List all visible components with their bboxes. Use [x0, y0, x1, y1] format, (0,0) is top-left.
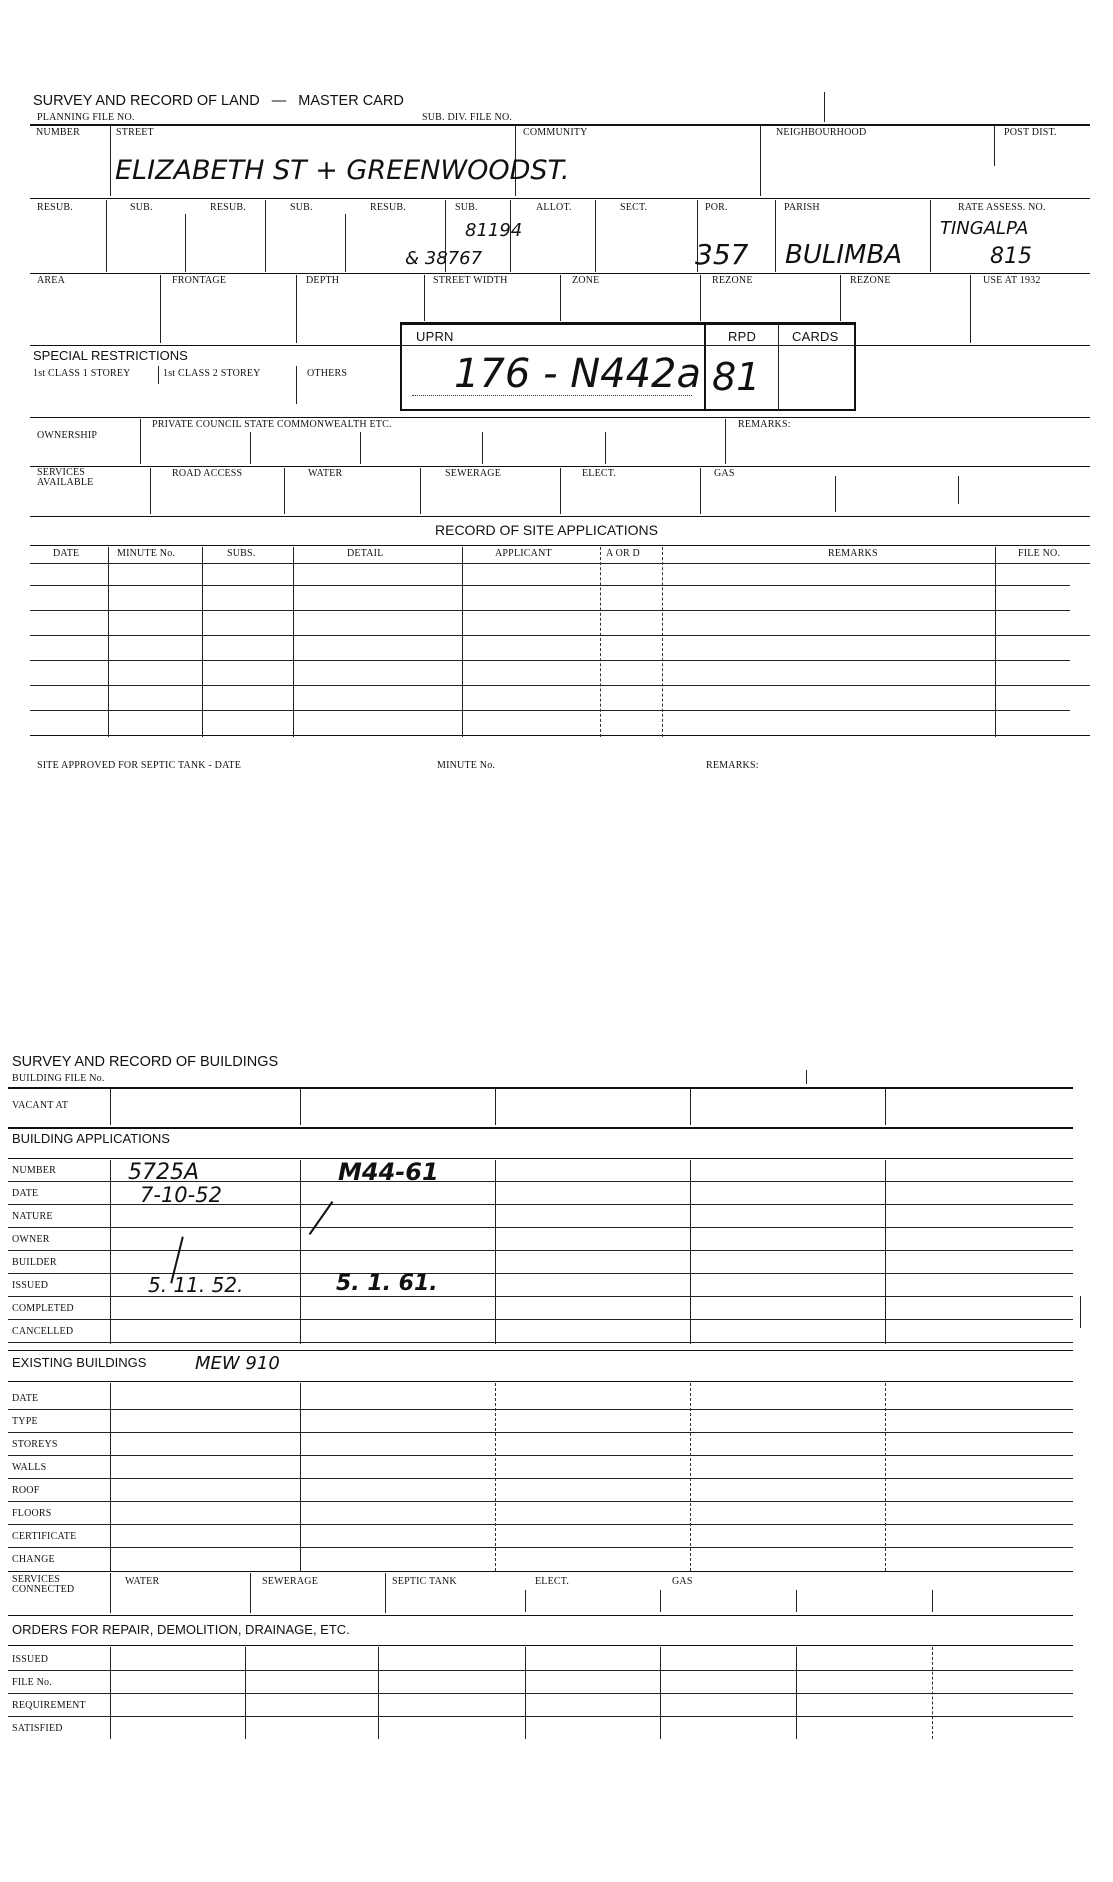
col-div [110, 1160, 111, 1344]
col-div [462, 547, 463, 737]
col-div [994, 126, 995, 166]
sub-label: SUB. [130, 202, 153, 213]
col-div [300, 1383, 301, 1571]
parish-label: PARISH [784, 202, 820, 213]
col-div [140, 419, 141, 464]
table-row-line [8, 1501, 1073, 1502]
col-header: DATE [53, 548, 80, 559]
col-header: MINUTE No. [117, 548, 176, 559]
row-label: CANCELLED [12, 1326, 74, 1337]
building-card-title: SURVEY AND RECORD OF BUILDINGS [12, 1054, 279, 1070]
table-row-line [30, 685, 1090, 686]
depth-label: DEPTH [306, 275, 340, 286]
col-div [660, 1590, 661, 1612]
row-label: BUILDER [12, 1257, 57, 1268]
app2-issued: 5. 1. 61. [336, 1271, 438, 1296]
col-header: SUBS. [227, 548, 256, 559]
col-div [525, 1647, 526, 1739]
row-label: ISSUED [12, 1280, 49, 1291]
cards-label: CARDS [792, 329, 839, 344]
rezone-label: REZONE [712, 275, 753, 286]
site-app-header-line [30, 545, 1090, 546]
col-div [345, 214, 346, 272]
col-div [885, 1160, 886, 1344]
existing-header-line [8, 1381, 1073, 1382]
vacant-top-line [8, 1087, 1073, 1089]
sub-label: SUB. [455, 202, 478, 213]
street-label: STREET [116, 127, 154, 138]
table-row-line [30, 710, 1070, 711]
table-row-line [8, 1670, 1073, 1671]
gas-label: GAS [714, 468, 735, 479]
col-div [110, 1383, 111, 1571]
sub-value-2: & 38767 [405, 248, 483, 269]
col-div [420, 468, 421, 514]
col-div [160, 275, 161, 343]
col-div [424, 275, 425, 321]
row-label: STOREYS [12, 1439, 58, 1450]
sub-label: SUB. [290, 202, 313, 213]
col-div [265, 200, 266, 272]
col-div [158, 366, 159, 384]
col-div [700, 468, 701, 514]
table-row-line [30, 660, 1070, 661]
resub-label: RESUB. [370, 202, 406, 213]
uprn-stamp-box [400, 322, 856, 411]
edge-mark [1080, 1296, 1081, 1328]
stamp-div [704, 325, 706, 409]
title-tick [806, 1070, 807, 1084]
row-label: CHANGE [12, 1554, 55, 1565]
uprn-value: 176 - N442a [454, 351, 701, 397]
post-dist-label: POST DIST. [1004, 127, 1057, 138]
building-applications-label: BUILDING APPLICATIONS [12, 1131, 170, 1146]
col-div [296, 366, 297, 404]
services-top-line [30, 466, 1090, 467]
table-row-line [8, 1524, 1073, 1525]
table-row-line [8, 1716, 1073, 1717]
class2-label: 1st CLASS 2 STOREY [163, 368, 261, 379]
existing-top-line [8, 1350, 1073, 1351]
frontage-label: FRONTAGE [172, 275, 227, 286]
col-div [840, 275, 841, 321]
existing-buildings-note: MEW 910 [195, 1353, 280, 1374]
row2-top-line [30, 198, 1090, 199]
col-div [482, 432, 483, 464]
site-applications-title: RECORD OF SITE APPLICATIONS [435, 522, 659, 538]
table-row-line [8, 1432, 1073, 1433]
col-div [930, 200, 931, 272]
orders-label: ORDERS FOR REPAIR, DEMOLITION, DRAINAGE, ETC. [12, 1622, 350, 1637]
col-header: FILE NO. [1018, 548, 1061, 559]
row-label: ISSUED [12, 1654, 49, 1665]
row3-top-line [30, 273, 1090, 274]
row-label: DATE [12, 1188, 39, 1199]
col-div [700, 275, 701, 321]
table-row-line [8, 1409, 1073, 1410]
rezone-label: REZONE [850, 275, 891, 286]
col-div-dashed [690, 1383, 691, 1571]
app1-number: 5725A [128, 1160, 200, 1185]
col-div [106, 200, 107, 272]
col-div [300, 1160, 301, 1344]
septic-tank-label: SEPTIC TANK [392, 1576, 457, 1587]
services-connected-label: SERVICES CONNECTED [12, 1574, 75, 1595]
col-div [796, 1590, 797, 1612]
row-label: FILE No. [12, 1677, 52, 1688]
col-div-dashed [885, 1383, 886, 1571]
orders-header-line [8, 1645, 1073, 1646]
col-div [108, 547, 109, 737]
col-div-dashed [495, 1383, 496, 1571]
area-label: AREA [37, 275, 66, 286]
col-div-dashed [662, 547, 663, 737]
row1-top-line [30, 124, 1090, 126]
rate-assess-value-1: TINGALPA [940, 218, 1029, 239]
septic-minute-label: MINUTE No. [437, 760, 496, 771]
orders-top-line [8, 1615, 1073, 1616]
col-div [932, 1590, 933, 1612]
app2-ditto-mark [309, 1201, 334, 1235]
col-div [775, 200, 776, 272]
uprn-label: UPRN [416, 329, 454, 344]
water-label: WATER [308, 468, 343, 479]
col-div [284, 468, 285, 514]
class1-label: 1st CLASS 1 STOREY [33, 368, 131, 379]
row-label: NUMBER [12, 1165, 56, 1176]
table-row-line [30, 563, 1090, 564]
col-div [835, 476, 836, 512]
col-div [495, 1089, 496, 1125]
table-row-line [30, 635, 1090, 636]
col-div [385, 1573, 386, 1613]
col-div [110, 1647, 111, 1739]
septic-approved-label: SITE APPROVED FOR SEPTIC TANK - DATE [37, 760, 242, 771]
col-div [525, 1590, 526, 1612]
row-label: WALLS [12, 1462, 47, 1473]
existing-buildings-label: EXISTING BUILDINGS [12, 1355, 147, 1370]
col-header: DETAIL [347, 548, 384, 559]
col-div [250, 432, 251, 464]
col-div [378, 1647, 379, 1739]
sewerage-label: SEWERAGE [262, 1576, 319, 1587]
col-div [760, 126, 761, 196]
resub-label: RESUB. [210, 202, 246, 213]
por-label: POR. [705, 202, 728, 213]
col-div-dashed [932, 1647, 933, 1739]
table-row-line [30, 585, 1070, 586]
col-div [185, 214, 186, 272]
table-row-line [8, 1250, 1073, 1251]
allot-label: ALLOT. [536, 202, 572, 213]
street-value: ELIZABETH ST + GREENWOODST. [115, 155, 570, 186]
stamp-rule [402, 345, 854, 346]
table-row-line [30, 610, 1070, 611]
col-div [360, 432, 361, 464]
col-div [300, 1089, 301, 1125]
table-bottom-line [30, 735, 1090, 736]
restrictions-top-line [30, 345, 400, 346]
col-div [660, 1647, 661, 1739]
row-label: TYPE [12, 1416, 38, 1427]
rate-assess-value-2: 815 [990, 244, 1032, 269]
table-row-line [8, 1478, 1073, 1479]
col-header: REMARKS [828, 548, 878, 559]
col-div [995, 547, 996, 737]
col-div [250, 1573, 251, 1613]
use-at-label: USE AT 1932 [983, 275, 1041, 286]
community-label: COMMUNITY [523, 127, 588, 138]
row-label: CERTIFICATE [12, 1531, 77, 1542]
col-div [110, 126, 111, 196]
col-div [110, 1089, 111, 1125]
ownership-label: OWNERSHIP [37, 430, 98, 441]
col-div [110, 1573, 111, 1613]
col-div [958, 476, 959, 504]
col-header: A OR D [606, 548, 640, 559]
row-label: SATISFIED [12, 1723, 63, 1734]
app2-number: M44-61 [338, 1158, 439, 1186]
col-div [293, 547, 294, 737]
table-row-line [8, 1227, 1073, 1228]
zone-label: ZONE [572, 275, 600, 286]
elect-label: ELECT. [535, 1576, 570, 1587]
title-divider [824, 92, 825, 122]
table-row-line [8, 1319, 1073, 1320]
rate-assess-label: RATE ASSESS. NO. [958, 202, 1046, 213]
elect-label: ELECT. [582, 468, 617, 479]
table-row-line [8, 1547, 1073, 1548]
rpd-value: 81 [712, 355, 761, 399]
remarks-label: REMARKS: [738, 419, 791, 430]
col-div [560, 468, 561, 514]
sect-label: SECT. [620, 202, 648, 213]
row-label: DATE [12, 1393, 39, 1404]
table-row-line [8, 1342, 1073, 1343]
gas-label: GAS [672, 1576, 693, 1587]
parish-value: BULIMBA [785, 240, 903, 270]
row-label: NATURE [12, 1211, 53, 1222]
restrictions-top-line-right [852, 345, 1090, 346]
table-row-line [8, 1455, 1073, 1456]
col-div [605, 432, 606, 464]
resub-label: RESUB. [37, 202, 73, 213]
col-div [150, 468, 151, 514]
special-restrictions-label: SPECIAL RESTRICTIONS [33, 348, 188, 363]
septic-remarks-label: REMARKS: [706, 760, 759, 771]
col-header: APPLICANT [495, 548, 552, 559]
col-div [885, 1089, 886, 1125]
table-bottom-line [8, 1571, 1073, 1572]
col-div [202, 547, 203, 737]
number-label: NUMBER [36, 127, 80, 138]
rpd-label: RPD [728, 329, 757, 344]
col-div [690, 1160, 691, 1344]
applications-top-line [8, 1127, 1073, 1129]
col-div [970, 275, 971, 343]
sub-value-1: 81194 [465, 220, 523, 241]
col-div [495, 1160, 496, 1344]
street-width-label: STREET WIDTH [433, 275, 508, 286]
water-label: WATER [125, 1576, 160, 1587]
col-div [595, 200, 596, 272]
table-row-line [8, 1693, 1073, 1694]
ownership-top-line [30, 417, 1090, 418]
col-div [296, 275, 297, 343]
services-available-label: SERVICES AVAILABLE [37, 467, 94, 488]
por-value: 357 [695, 238, 749, 271]
vacant-at-label: VACANT AT [12, 1100, 69, 1111]
col-div [725, 419, 726, 464]
planning-file-label: PLANNING FILE NO. [37, 112, 135, 123]
sewerage-label: SEWERAGE [445, 468, 502, 479]
building-file-label: BUILDING FILE No. [12, 1073, 105, 1084]
others-label: OTHERS [307, 368, 348, 379]
applications-header-line [8, 1158, 1073, 1159]
sub-div-file-label: SUB. DIV. FILE NO. [422, 112, 513, 123]
neighbourhood-label: NEIGHBOURHOOD [776, 127, 867, 138]
col-div [560, 275, 561, 321]
row-label: OWNER [12, 1234, 50, 1245]
row-label: ROOF [12, 1485, 40, 1496]
row-label: REQUIREMENT [12, 1700, 86, 1711]
col-div-dashed [600, 547, 601, 737]
col-div [690, 1089, 691, 1125]
ownership-types: PRIVATE COUNCIL STATE COMMONWEALTH ETC. [152, 419, 392, 430]
land-card-title: SURVEY AND RECORD OF LAND — MASTER CARD [33, 93, 404, 109]
road-access-label: ROAD ACCESS [172, 468, 243, 479]
site-app-top-line [30, 516, 1090, 517]
app1-issued: 5. 11. 52. [148, 1273, 244, 1297]
app1-date: 7-10-52 [140, 1183, 222, 1207]
row-label: FLOORS [12, 1508, 52, 1519]
col-div [245, 1647, 246, 1739]
col-div [796, 1647, 797, 1739]
row-label: COMPLETED [12, 1303, 74, 1314]
stamp-div [778, 325, 779, 409]
